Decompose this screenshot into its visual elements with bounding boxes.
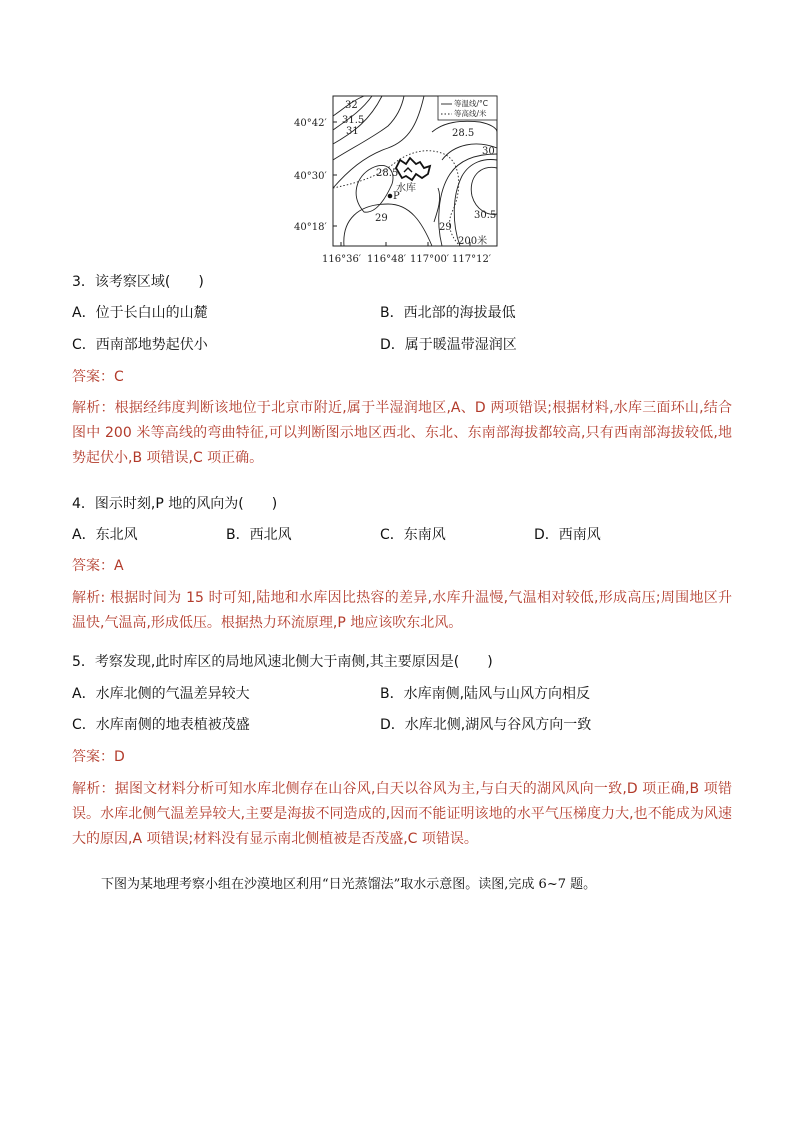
- q5-explanation: 解析：据图文材料分析可知水库北侧存在山谷风,白天以谷风为主,与白天的湖风风向一致,D 项正确,B 项错误。水库北侧气温差异较大,主要是海拔不同造成的,因而不能证明该地的水平气压梯度力大,也不能成为风速大的原因,A 项错误;材料没有显示南北侧植被是否茂盛,C 项错误。: [72, 781, 732, 847]
- contour-map-figure: [292, 92, 508, 268]
- q5-stem: 5．考察发现,此时库区的局地风速北侧大于南侧,其主要原因是( ): [72, 654, 493, 670]
- isotherm-label: 32: [345, 100, 358, 111]
- lat-label: 40°30′: [294, 171, 327, 182]
- q5-option-b: B．水库南侧,陆风与山风方向相反: [380, 686, 591, 702]
- q5-option-a: A．水库北侧的气温差异较大: [72, 686, 250, 702]
- q3-option-a: A．位于长白山的山麓: [72, 305, 208, 321]
- isotherm-label: 31.5: [342, 115, 365, 126]
- lon-label: 117°12′: [452, 254, 492, 265]
- q4-answer: 答案：A: [72, 558, 124, 574]
- lon-label: 116°48′: [367, 254, 407, 265]
- isotherm-label: 30: [482, 146, 495, 157]
- lat-label: 40°42′: [294, 118, 327, 129]
- isotherm-label: 29: [439, 222, 452, 233]
- q3-option-c: C．西南部地势起伏小: [72, 337, 208, 353]
- q4-option-c: C．东南风: [380, 527, 446, 543]
- isotherm-label: 28.5: [452, 128, 475, 139]
- q4-explanation: 解析: 根据时间为 15 时可知,陆地和水库因比热容的差异,水库升温慢,气温相对较低,形成高压;周围地区升温快,气温高,形成低压。根据热力环流原理,P 地应该吹东北风。: [72, 590, 732, 631]
- legend-isotherm: 等温线/°C: [454, 99, 489, 108]
- q3-stem: 3．该考察区域( ): [72, 274, 204, 290]
- lon-label: 116°36′: [322, 254, 362, 265]
- reservoir-label: 水库: [396, 183, 416, 194]
- point-p-label: P: [393, 191, 400, 202]
- isotherm-label: 28.5: [376, 168, 399, 179]
- isotherm-label: 29: [375, 213, 388, 224]
- reservoir-shape: [396, 158, 430, 180]
- q4-stem: 4．图示时刻,P 地的风向为( ): [72, 496, 278, 512]
- q4-option-a: A．东北风: [72, 527, 138, 543]
- isotherm-label: 30.5: [474, 210, 497, 221]
- contour-label: 200米: [458, 236, 488, 247]
- q3-explanation: 解析：根据经纬度判断该地位于北京市附近,属于半湿润地区,A、D 两项错误;根据材料,水库三面环山,结合图中 200 米等高线的弯曲特征,可以判断图示地区西北、东北、东南部海拔都较高,只有西南部海拔较低,地势起伏小,B 项错误,C 项正确。: [72, 400, 732, 466]
- lat-label: 40°18′: [294, 222, 327, 233]
- q3-option-b: B．西北部的海拔最低: [380, 305, 516, 321]
- q4-option-d: D．西南风: [534, 527, 601, 543]
- lon-label: 117°00′: [410, 254, 450, 265]
- q3-option-d: D．属于暖温带湿润区: [380, 337, 517, 353]
- legend-contour: 等高线/米: [454, 109, 487, 118]
- q5-option-c: C．水库南侧的地表植被茂盛: [72, 717, 250, 733]
- q4-option-b: B．西北风: [226, 527, 292, 543]
- q5-option-d: D．水库北侧,湖风与谷风方向一致: [380, 717, 592, 733]
- next-section-intro: 下图为某地理考察小组在沙漠地区利用“日光蒸馏法”取水示意图。读图,完成 6~7 题。: [101, 877, 597, 892]
- q5-answer: 答案：D: [72, 749, 125, 765]
- point-p-marker: [388, 194, 393, 199]
- isotherm-label: 31: [346, 126, 359, 137]
- contour-map: [292, 92, 508, 268]
- q3-answer: 答案：C: [72, 369, 124, 385]
